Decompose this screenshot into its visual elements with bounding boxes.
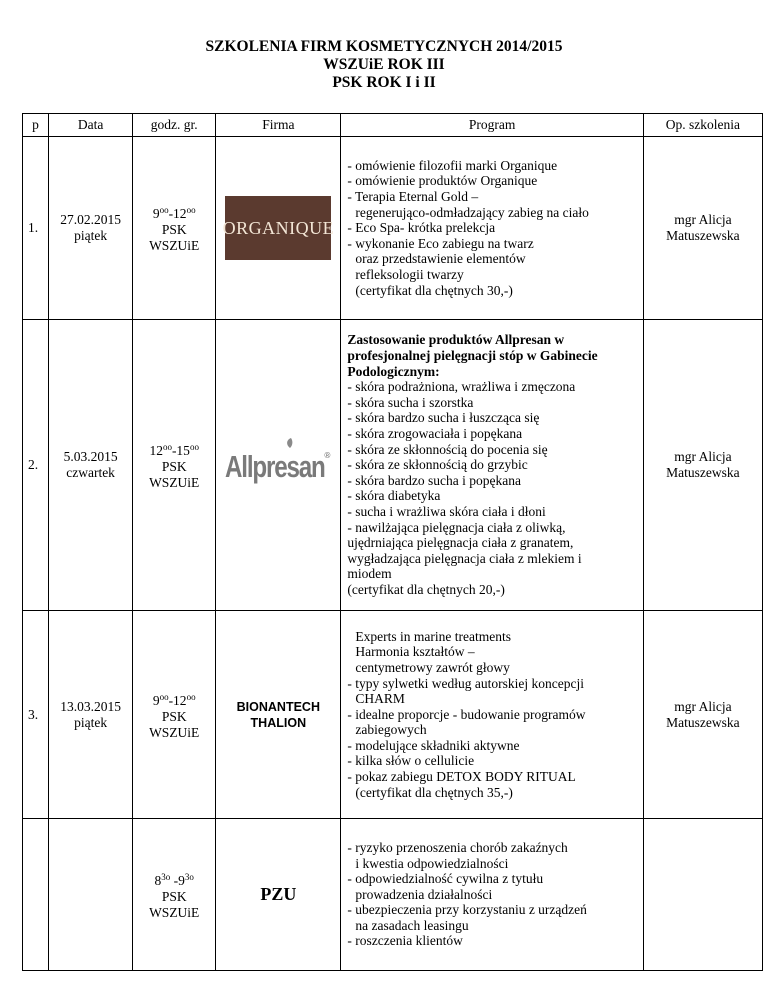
document-subtitle-wszuie: WSZUiE ROK III (323, 56, 445, 73)
program-line: (certyfikat dla chętnych 20,-) (347, 581, 505, 597)
date-cell (49, 611, 133, 819)
trainer-surname: Matuszewska (666, 714, 740, 730)
trainer-title-name: mgr Alicja (674, 212, 732, 227)
program-line: i kwestia odpowiedzialności (355, 855, 509, 871)
group-wszuie: WSZUiE (149, 904, 200, 920)
col-header-trainer: Op. szkolenia (643, 114, 762, 137)
program-line: Harmonia kształtów – (355, 644, 475, 660)
time-end: -12 (168, 692, 187, 708)
program-line: - idealne proporcje - budowanie programów (347, 706, 586, 722)
row-number: 1. (23, 137, 49, 320)
program-line: ujędrniająca pielęgnacja ciała z granatem, (347, 535, 574, 551)
program-line: - skóra bardzo sucha i łuszcząca się (347, 410, 540, 426)
hours-group-cell (133, 137, 216, 320)
program-line: - Terapia Eternal Gold – (347, 189, 479, 205)
firm-name-bionantech: BIONANTECH (236, 699, 320, 714)
organique-logo: ORGANIQUE (225, 196, 331, 260)
program-line: - kilka słów o cellulicie (347, 753, 475, 769)
date-cell (49, 819, 133, 971)
table-row (23, 611, 763, 819)
program-line: - sucha i wrażliwa skóra ciała i dłoni (347, 503, 546, 519)
document-subtitle-psk: PSK ROK I i II (332, 74, 436, 91)
table-row (23, 819, 763, 971)
hours-group-cell (133, 611, 216, 819)
program-line: - skóra sucha i szorstka (347, 394, 474, 410)
training-schedule-table (22, 113, 763, 971)
program-heading: profesjonalnej pielęgnacji stóp w Gabinecie (347, 348, 598, 364)
program-heading: Zastosowanie produktów Allpresan w (347, 332, 565, 348)
time-end: -15 (171, 443, 190, 458)
time-end: -9 (170, 872, 185, 888)
program-line: - roszczenia klientów (347, 933, 463, 949)
firm-cell (216, 819, 341, 971)
date: 13.03.2015 (60, 698, 121, 714)
time-start: 8 (154, 872, 162, 888)
time-range (133, 869, 215, 889)
trainer-cell (643, 137, 762, 320)
date-cell (49, 320, 133, 611)
firm-cell (216, 137, 341, 320)
time-end-minutes: 3o (184, 871, 194, 882)
trainer-title-name: mgr Alicja (674, 449, 732, 464)
program-line: - skóra bardzo sucha i popękana (347, 472, 521, 488)
allpresan-logo (223, 435, 333, 495)
program-line: - skóra podrażniona, wrażliwa i zmęczona (347, 379, 576, 395)
date-cell (49, 137, 133, 320)
program-line: - typy sylwetki według autorskiej koncepcji (347, 675, 584, 691)
time-range (133, 202, 215, 222)
program-line: - omówienie filozofii marki Organique (347, 157, 558, 173)
group-psk: PSK (161, 459, 187, 474)
program-line: (certyfikat dla chętnych 35,-) (355, 784, 513, 800)
row-number (23, 819, 49, 971)
program-line: - ubezpieczenia przy korzystaniu z urządzeń (347, 902, 587, 918)
col-header-firm: Firma (216, 114, 341, 137)
weekday: piątek (74, 228, 108, 243)
time-start-minutes: 3o (161, 871, 171, 882)
col-header-program: Program (341, 114, 643, 137)
program-line: prowadzenia działalności (355, 886, 493, 902)
time-start-minutes: oo (159, 205, 169, 215)
program-line: - nawilżająca pielęgnacja ciała z oliwką, (347, 519, 566, 535)
group-wszuie: WSZUiE (149, 724, 200, 740)
group-psk: PSK (161, 222, 187, 237)
program-line: na zasadach leasingu (355, 917, 469, 933)
firm-cell (216, 320, 341, 611)
trainer-title-name: mgr Alicja (674, 698, 732, 714)
allpresan-wordmark: Allpresan (225, 449, 325, 484)
weekday: czwartek (66, 465, 115, 480)
time-start: 12 (149, 443, 163, 458)
time-end-minutes: oo (186, 691, 196, 702)
table-row (23, 137, 763, 320)
program-line: wygładzająca pielęgnacja ciała z mlekiem i (347, 550, 582, 566)
program-line: - pokaz zabiegu DETOX BODY RITUAL (347, 769, 576, 785)
program-line: - modelujące składniki aktywne (347, 737, 520, 753)
date: 27.02.2015 (60, 212, 121, 227)
program-line: Experts in marine treatments (355, 628, 511, 644)
program-cell (341, 137, 643, 320)
time-end-minutes: oo (189, 442, 199, 452)
time-start: 9 (152, 206, 160, 221)
program-line: - wykonanie Eco zabiegu na twarz (347, 235, 534, 251)
trainer-cell (643, 611, 762, 819)
col-header-date: Data (49, 114, 133, 137)
program-line: CHARM (355, 691, 405, 707)
time-start-minutes: oo (159, 691, 169, 702)
row-number: 2. (23, 320, 49, 611)
program-line: - skóra zrogowaciała i popękana (347, 426, 523, 442)
group-wszuie: WSZUiE (149, 238, 200, 253)
time-start-minutes: oo (162, 442, 172, 452)
program-line: - skóra ze skłonnością do pocenia się (347, 441, 548, 457)
registered-mark: ® (323, 451, 332, 460)
time-end-minutes: oo (186, 205, 196, 215)
trainer-cell (643, 819, 762, 971)
firm-name-pzu: PZU (260, 884, 297, 904)
program-line: - omówienie produktów Organique (347, 173, 538, 189)
program-line: oraz przedstawienie elementów (355, 251, 526, 267)
time-end: -12 (168, 206, 187, 221)
program-line: - skóra diabetyka (347, 488, 441, 504)
program-line: - skóra ze skłonnością do grzybic (347, 457, 528, 473)
hours-group-cell (133, 320, 216, 611)
group-psk: PSK (161, 888, 187, 904)
program-line: - Eco Spa- krótka prelekcja (347, 220, 496, 236)
program-line: (certyfikat dla chętnych 30,-) (355, 282, 513, 298)
time-range (133, 689, 215, 709)
program-heading: Podologicznym: (347, 363, 440, 379)
program-cell (341, 819, 643, 971)
program-cell (341, 611, 643, 819)
leaf-icon (284, 437, 296, 449)
trainer-cell (643, 320, 762, 611)
program-cell (341, 320, 643, 611)
firm-cell (216, 611, 341, 819)
row-number: 3. (23, 611, 49, 819)
program-line: - ryzyko przenoszenia chorób zakaźnych (347, 839, 568, 855)
time-start: 9 (152, 692, 160, 708)
document-title: SZKOLENIA FIRM KOSMETYCZNYCH 2014/2015 (205, 38, 563, 55)
col-header-p: p (23, 114, 49, 137)
table-row (23, 320, 763, 611)
weekday: piątek (74, 714, 108, 730)
program-line: zabiegowych (355, 722, 427, 738)
trainer-surname: Matuszewska (666, 465, 740, 480)
program-line: centymetrowy zawrót głowy (355, 659, 510, 675)
group-wszuie: WSZUiE (149, 475, 200, 490)
hours-group-cell (133, 819, 216, 971)
program-line: regenerująco-odmładzający zabieg na ciało (355, 204, 589, 220)
trainer-surname: Matuszewska (666, 228, 740, 243)
date: 5.03.2015 (63, 449, 118, 464)
program-line: refleksologii twarzy (355, 266, 464, 282)
time-range (133, 439, 215, 459)
table-header-row (23, 114, 763, 137)
col-header-hours: godz. gr. (133, 114, 216, 137)
group-psk: PSK (161, 708, 187, 724)
firm-name-thalion: THALION (250, 715, 307, 730)
program-line: miodem (347, 566, 392, 582)
program-line: - odpowiedzialność cywilna z tytułu (347, 871, 544, 887)
